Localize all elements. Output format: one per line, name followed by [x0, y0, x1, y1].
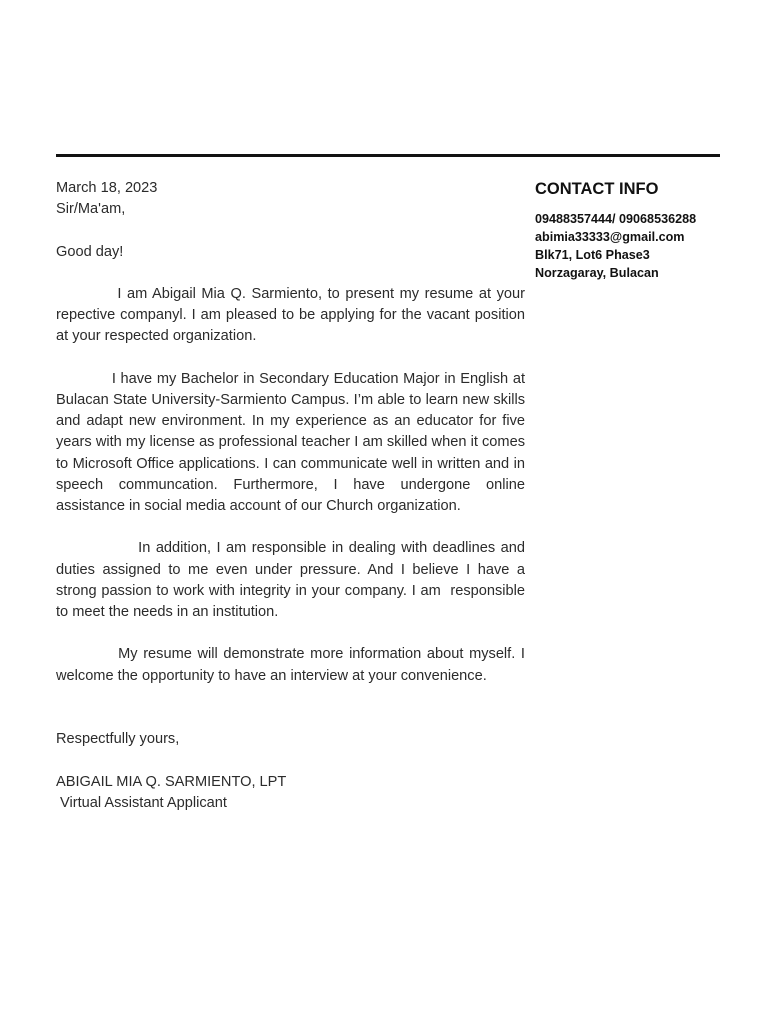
contact-address-line1: Blk71, Lot6 Phase3: [535, 248, 650, 262]
letter-paragraph-3: In addition, I am responsible in dealing with deadlines and duties assigned to me even under pressure. And I believe I have a strong passion to work with integrity in your company. I am responsible to meet the needs in an institution.: [56, 540, 530, 620]
letter-date: March 18, 2023: [56, 180, 158, 196]
letter-greeting: Good day!: [56, 243, 124, 260]
header-divider: [56, 154, 720, 157]
contact-address-line2: Norzagaray, Bulacan: [535, 266, 659, 280]
contact-phone: 09488357444/ 09068536288: [535, 212, 697, 226]
contact-info-panel: [535, 180, 735, 282]
signature-name: ABIGAIL MIA Q. SARMIENTO, LPT: [56, 773, 287, 790]
letter-paragraph-4: My resume will demonstrate more information about myself. I welcome the opportunity to have an interview at your convenience.: [56, 646, 530, 684]
contact-email: abimia33333@gmail.com: [535, 230, 685, 244]
letter-closing: Respectfully yours,: [56, 731, 180, 748]
letter-salutation: Sir/Ma'am,: [56, 201, 126, 218]
contact-heading: CONTACT INFO: [535, 180, 659, 198]
letter-paragraph-2: I have my Bachelor in Secondary Education Major in English at Bulacan State University-Sarmiento Campus. I’m able to learn new skills and adapt new environment. In my experience as an educator for five years with my license as professional teacher I am skilled when it comes to Microsoft Office applications. I can communicate well in written and in speech communcation. Furthermore, I have undergone online assistance in social media account of our Church organization.: [56, 370, 530, 514]
signature-title: Virtual Assistant Applicant: [56, 794, 227, 811]
cover-letter-body: [56, 178, 530, 814]
letter-paragraph-1: I am Abigail Mia Q. Sarmiento, to present my resume at your repective companyl. I am pleased to be applying for the vacant position at your respected organization.: [56, 285, 530, 345]
